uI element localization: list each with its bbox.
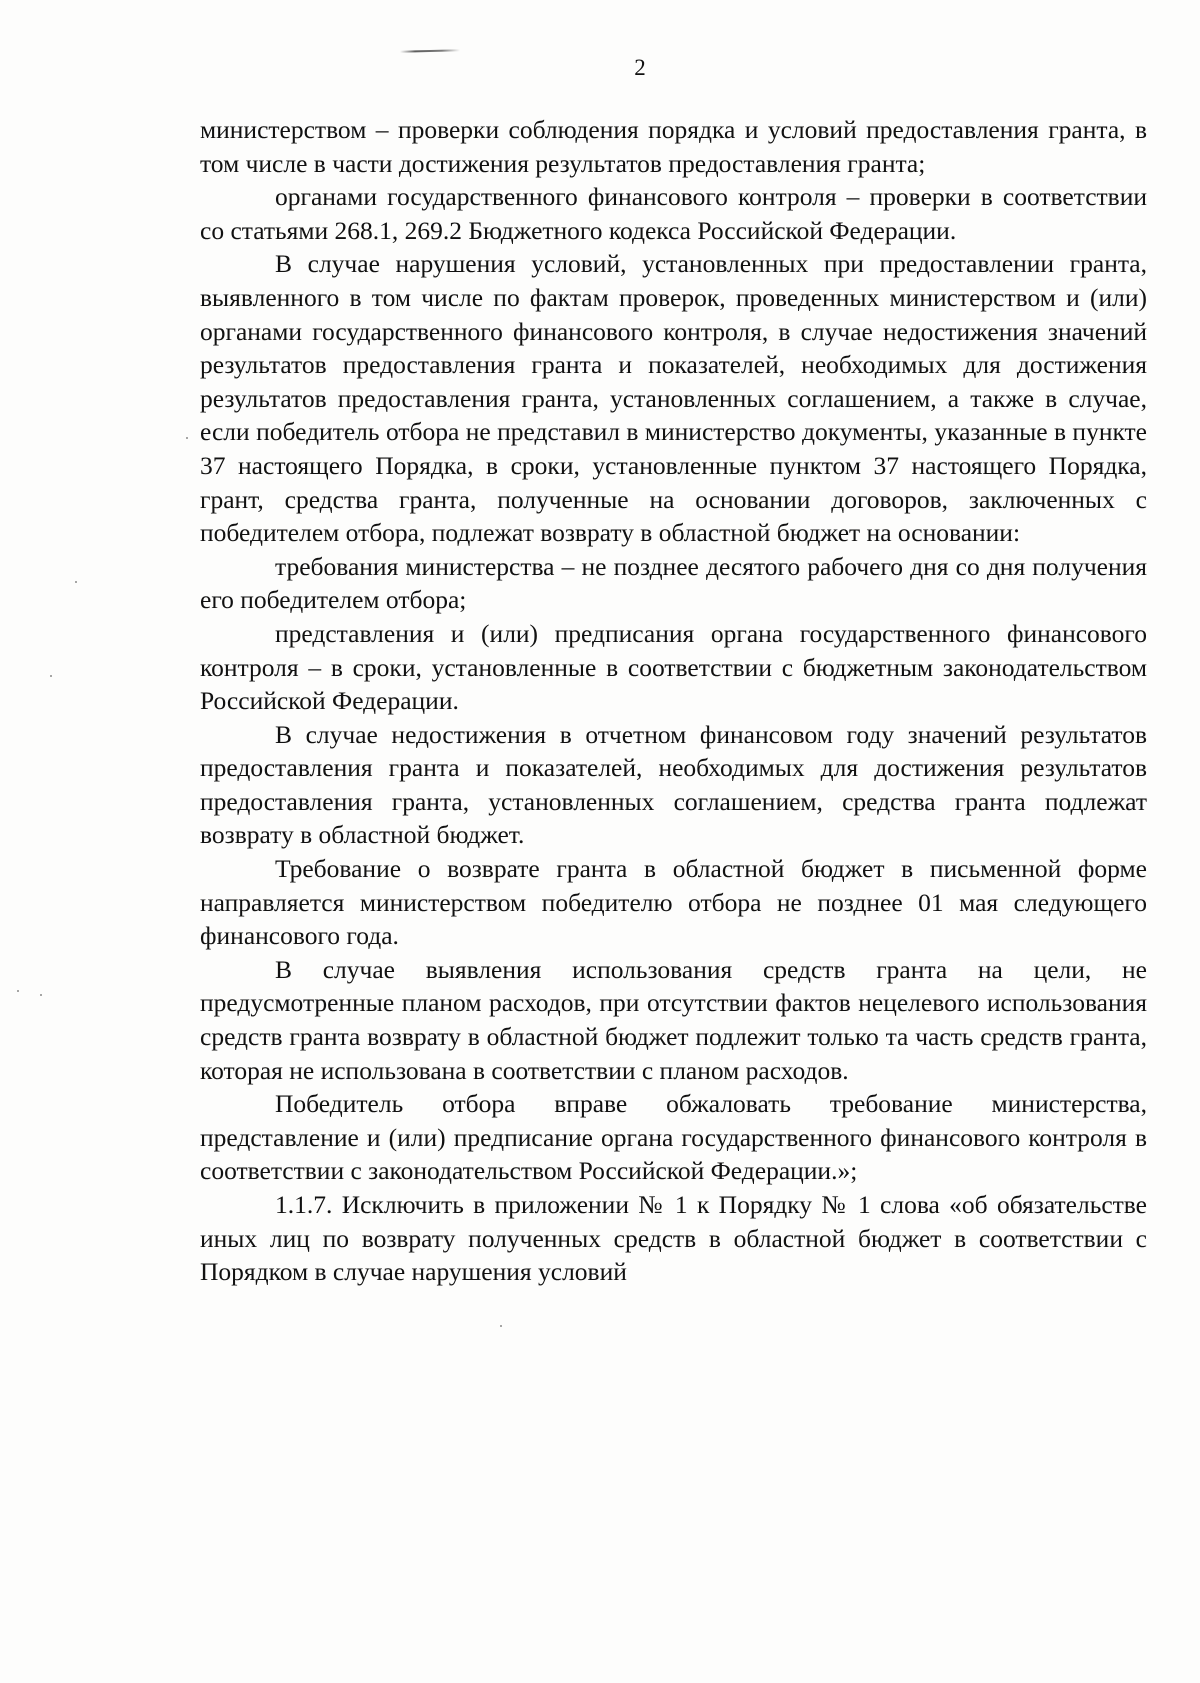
- scan-speck: [500, 1325, 502, 1327]
- paragraph: министерством – проверки соблюдения порядка и условий предоставления гранта, в том числе в части достижения результатов предоставления гранта;: [200, 115, 1147, 178]
- paragraph: В случае недостижения в отчетном финансовом году значений результатов предоставления гранта и показателей, необходимых для достижения результатов предоставления гранта, установленных соглашением, средства гранта подлежат возврату в областной бюджет.: [200, 719, 1147, 850]
- scan-speck: [75, 581, 77, 583]
- scan-speck: [17, 990, 19, 992]
- paragraph: Победитель отбора вправе обжаловать требование министерства, представление и (или) предписание органа государственного финансового контроля в соответствии с законодательством Российской Федерации.»;: [200, 1089, 1147, 1186]
- scan-speck: [40, 994, 42, 996]
- scan-speck: [50, 675, 52, 677]
- paragraph: В случае выявления использования средств гранта на цели, не предусмотренные планом расходов, при отсутствии фактов нецелевого использования средств гранта возврату в областной бюджет подлежит только та часть средств гранта, которая не использована в соответствии с планом расходов.: [200, 954, 1147, 1085]
- paragraph: органами государственного финансового контроля – проверки в соответствии со статьями 268.1, 269.2 Бюджетного кодекса Российской Федерации.: [200, 182, 1147, 245]
- paragraph: В случае нарушения условий, установленных при предоставлении гранта, выявленного в том числе по фактам проверок, проведенных министерством и (или) органами государственного финансового контроля, в случае недостижения значений результатов предоставления гранта и показателей, необходимых для достижения результатов предоставления гранта, установленных соглашением, а также в случае, если победитель отбора не представил в министерство документы, указанные в пункте 37 настоящего Порядка, в сроки, установленные пунктом 37 настоящего Порядка, грант, средства гранта, полученные на основании договоров, заключенных с победителем отбора, подлежат возврату в областной бюджет на основании:: [200, 249, 1147, 548]
- paragraph: представления и (или) предписания органа государственного финансового контроля – в сроки, установленные в соответствии с бюджетным законодательством Российской Федерации.: [200, 618, 1147, 716]
- paragraph: Требование о возврате гранта в областной бюджет в письменной форме направляется министерством победителю отбора не позднее 01 мая следующего финансового года.: [200, 854, 1147, 951]
- paragraph: 1.1.7. Исключить в приложении № 1 к Порядку № 1 слова «об обязательстве иных лиц по возврату полученных средств в областной бюджет в соответствии с Порядком в случае нарушения условий: [200, 1190, 1147, 1287]
- document-body: [200, 113, 1147, 1289]
- paragraph: требования министерства – не позднее десятого рабочего дня со дня получения его победителем отбора;: [200, 551, 1147, 615]
- page-number: 2: [634, 55, 646, 80]
- scan-artifact-mark: [400, 49, 460, 53]
- scan-speck: [186, 437, 188, 439]
